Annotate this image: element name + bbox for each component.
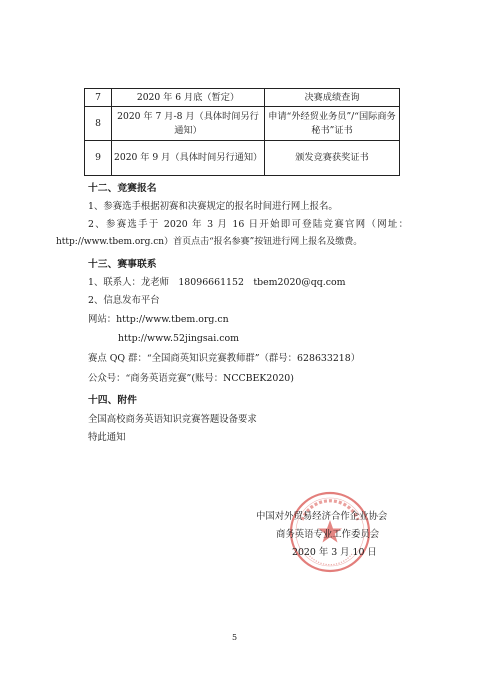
row-item: 颁发竞赛获奖证书 <box>265 141 400 176</box>
info-platform: 2、信息发布平台 <box>88 295 160 306</box>
qq-group: 赛点 QQ 群：“全国商英知识竞赛教师群”（群号：628633218） <box>88 353 361 364</box>
registration-paragraph-2: 2、参赛选手于 2020 年 3 月 16 日开始即可登陆竞赛官网（网址： <box>88 219 408 230</box>
website-link: 网站：http://www.tbem.org.cn <box>88 314 229 325</box>
row-number: 7 <box>85 89 112 107</box>
registration-paragraph-2-cont: http://www.tbem.org.cn）首页点击“报名参赛”按钮进行网上报名及缴费。 <box>56 237 363 247</box>
row-number: 9 <box>85 141 112 176</box>
section-heading-registration: 十二、竞赛报名 <box>88 183 157 194</box>
row-date: 2020 年 6 月底（暂定） <box>112 89 265 107</box>
section-heading-contact: 十三、赛事联系 <box>88 259 157 270</box>
attachment-item: 全国高校商务英语知识竞赛答题设备要求 <box>88 414 257 425</box>
signature-org-1: 中国对外贸易经济合作企业协会 <box>256 511 388 522</box>
wechat-account: 公众号：“商务英语竞赛”(账号：NCCBEK2020) <box>88 373 294 384</box>
row-date: 2020 年 9 月（具体时间另行通知） <box>112 141 265 176</box>
row-item: 决赛成绩查询 <box>265 89 400 107</box>
closing-text: 特此通知 <box>88 432 126 443</box>
table-row <box>85 107 400 141</box>
row-item: 申请“外经贸业务员”/“国际商务秘书”证书 <box>265 107 400 141</box>
table-row <box>85 141 400 176</box>
signature-org-2: 商务英语专业工作委员会 <box>276 529 380 540</box>
row-number: 8 <box>85 107 112 141</box>
contact-person: 1、联系人：龙老师 18096661152 tbem2020@qq.com <box>88 277 346 288</box>
schedule-table <box>84 88 400 176</box>
table-row <box>85 89 400 107</box>
row-date: 2020 年 7 月-8 月（具体时间另行通知） <box>112 107 265 141</box>
website-link-2: http://www.52jingsai.com <box>118 333 240 344</box>
page-number: 5 <box>232 633 238 642</box>
registration-paragraph-1: 1、参赛选手根据初赛和决赛规定的报名时间进行网上报名。 <box>88 201 338 212</box>
section-heading-attachment: 十四、附件 <box>88 395 137 406</box>
signature-date: 2020 年 3 月 10 日 <box>292 547 377 558</box>
